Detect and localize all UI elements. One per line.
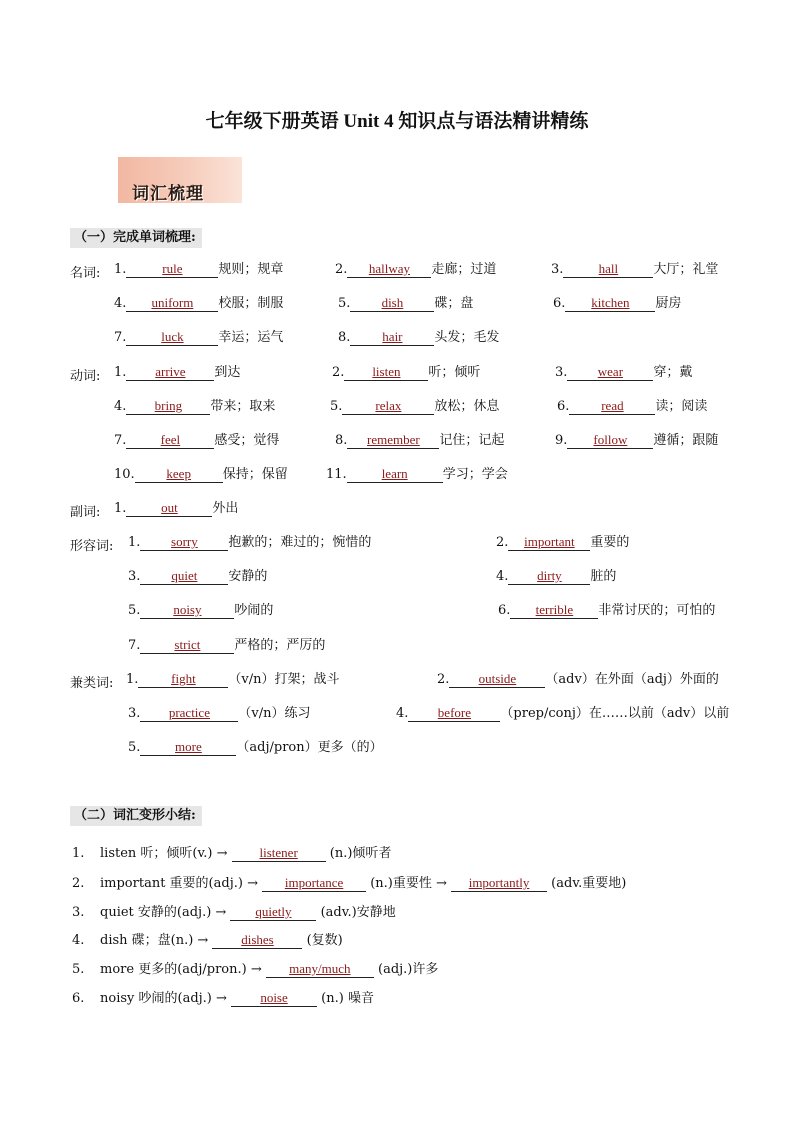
vocab-item: 8. remember 记住；记起	[335, 432, 505, 448]
answer-blank[interactable]: uniform	[126, 295, 218, 312]
vocab-item: 6. read 读；阅读	[557, 398, 708, 414]
answer-blank[interactable]: noise	[231, 990, 317, 1007]
vocab-item: 3. quiet 安静的	[128, 568, 268, 584]
answer-blank[interactable]: read	[569, 398, 655, 415]
answer-blank[interactable]: luck	[126, 329, 218, 346]
vocab-item: 4. uniform 校服；制服	[114, 295, 284, 311]
vocab-item: 9. follow 遵循；跟随	[555, 432, 719, 448]
vocab-item: 8. hair 头发；毛发	[338, 329, 500, 345]
banner-label: 词汇梳理	[132, 184, 204, 204]
answer-blank[interactable]: listener	[232, 845, 326, 862]
vocab-item: 5. dish 碟；盘	[338, 295, 474, 311]
vocab-item: 3. wear 穿；戴	[555, 364, 693, 380]
answer-blank[interactable]: more	[140, 739, 236, 756]
vocab-item: 3. practice （v/n）练习	[128, 705, 311, 721]
answer-blank[interactable]: before	[408, 705, 500, 722]
category-adverb: 副词:	[70, 505, 101, 520]
category-adjective: 形容词:	[70, 539, 114, 554]
answer-blank[interactable]: outside	[449, 671, 545, 688]
answer-blank[interactable]: feel	[126, 432, 214, 449]
answer-blank[interactable]: quiet	[140, 568, 228, 585]
answer-blank[interactable]: dish	[350, 295, 434, 312]
category-multi: 兼类词:	[70, 676, 114, 691]
answer-blank[interactable]: wear	[567, 364, 653, 381]
answer-blank[interactable]: noisy	[140, 602, 234, 619]
transform-item: 6. noisy 吵闹的(adj.) → noise (n.) 噪音	[72, 990, 374, 1006]
section1-label: （一）完成单词梳理:	[70, 228, 202, 248]
answer-blank[interactable]: quietly	[230, 904, 316, 921]
transform-item: 3. quiet 安静的(adj.) → quietly (adv.)安静地	[72, 904, 396, 920]
transform-item: 2. important 重要的(adj.) → importance (n.)重要性 → importantly (adv.重要地)	[72, 875, 627, 891]
vocab-item: 5. more （adj/pron）更多（的）	[128, 739, 383, 755]
vocab-item: 6. terrible 非常讨厌的；可怕的	[498, 602, 716, 618]
vocab-item: 1. sorry 抱歉的；难过的；惋惜的	[128, 534, 372, 550]
answer-blank[interactable]: hall	[563, 261, 653, 278]
vocab-item: 1. rule 规则；规章	[114, 261, 284, 277]
category-noun: 名词:	[70, 266, 101, 281]
vocab-item: 7. strict 严格的；严厉的	[128, 637, 326, 653]
answer-blank[interactable]: sorry	[140, 534, 228, 551]
transform-item: 1. listen 听；倾听(v.) → listener (n.)倾听者	[72, 845, 392, 861]
answer-blank[interactable]: many/much	[266, 961, 374, 978]
answer-blank[interactable]: dirty	[508, 568, 590, 585]
answer-blank[interactable]: follow	[567, 432, 653, 449]
answer-blank[interactable]: hallway	[347, 261, 431, 278]
answer-blank[interactable]: terrible	[510, 602, 598, 619]
answer-blank[interactable]: relax	[342, 398, 434, 415]
vocab-item: 4. bring 带来；取来	[114, 398, 276, 414]
answer-blank[interactable]: strict	[140, 637, 234, 654]
answer-blank[interactable]: bring	[126, 398, 210, 415]
answer-blank[interactable]: practice	[140, 705, 238, 722]
answer-blank[interactable]: important	[508, 534, 590, 551]
vocab-item: 6. kitchen 厨房	[553, 295, 682, 311]
answer-blank[interactable]: rule	[126, 261, 218, 278]
answer-blank[interactable]: keep	[135, 466, 223, 483]
answer-blank[interactable]: listen	[344, 364, 428, 381]
transform-item: 5. more 更多的(adj/pron.) → many/much (adj.)许多	[72, 961, 439, 977]
vocab-item: 10. keep 保持；保留	[114, 466, 288, 482]
vocab-item: 1. fight （v/n）打架；战斗	[126, 671, 340, 687]
answer-blank[interactable]: remember	[347, 432, 439, 449]
answer-blank[interactable]: kitchen	[565, 295, 655, 312]
vocab-item: 2. hallway 走廊；过道	[335, 261, 497, 277]
answer-blank[interactable]: out	[126, 500, 212, 517]
section-banner	[118, 157, 242, 203]
answer-blank[interactable]: importance	[262, 875, 366, 892]
answer-blank[interactable]: learn	[347, 466, 443, 483]
vocab-item: 7. luck 幸运；运气	[114, 329, 284, 345]
vocab-item: 5. noisy 吵闹的	[128, 602, 274, 618]
section2-label: （二）词汇变形小结:	[70, 806, 202, 826]
vocab-item: 4. before （prep/conj）在……以前（adv）以前	[396, 705, 730, 721]
answer-blank[interactable]: dishes	[212, 932, 302, 949]
vocab-item: 5. relax 放松；休息	[330, 398, 500, 414]
vocab-item: 2. important 重要的	[496, 534, 630, 550]
vocab-item: 7. feel 感受；觉得	[114, 432, 280, 448]
vocab-item: 4. dirty 脏的	[496, 568, 617, 584]
category-verb: 动词:	[70, 369, 101, 384]
answer-blank[interactable]: arrive	[126, 364, 214, 381]
vocab-item: 1. out 外出	[114, 500, 239, 516]
page-title: 七年级下册英语 Unit 4 知识点与语法精讲精练	[205, 111, 589, 132]
vocab-item: 2. outside （adv）在外面（adj）外面的	[437, 671, 719, 687]
answer-blank[interactable]: fight	[138, 671, 228, 688]
answer-blank[interactable]: hair	[350, 329, 434, 346]
vocab-item: 3. hall 大厅；礼堂	[551, 261, 719, 277]
answer-blank[interactable]: importantly	[451, 875, 547, 892]
vocab-item: 11. learn 学习；学会	[326, 466, 508, 482]
vocab-item: 2. listen 听；倾听	[332, 364, 481, 380]
transform-item: 4. dish 碟；盘(n.) → dishes (复数)	[72, 932, 343, 948]
vocab-item: 1. arrive 到达	[114, 364, 241, 380]
